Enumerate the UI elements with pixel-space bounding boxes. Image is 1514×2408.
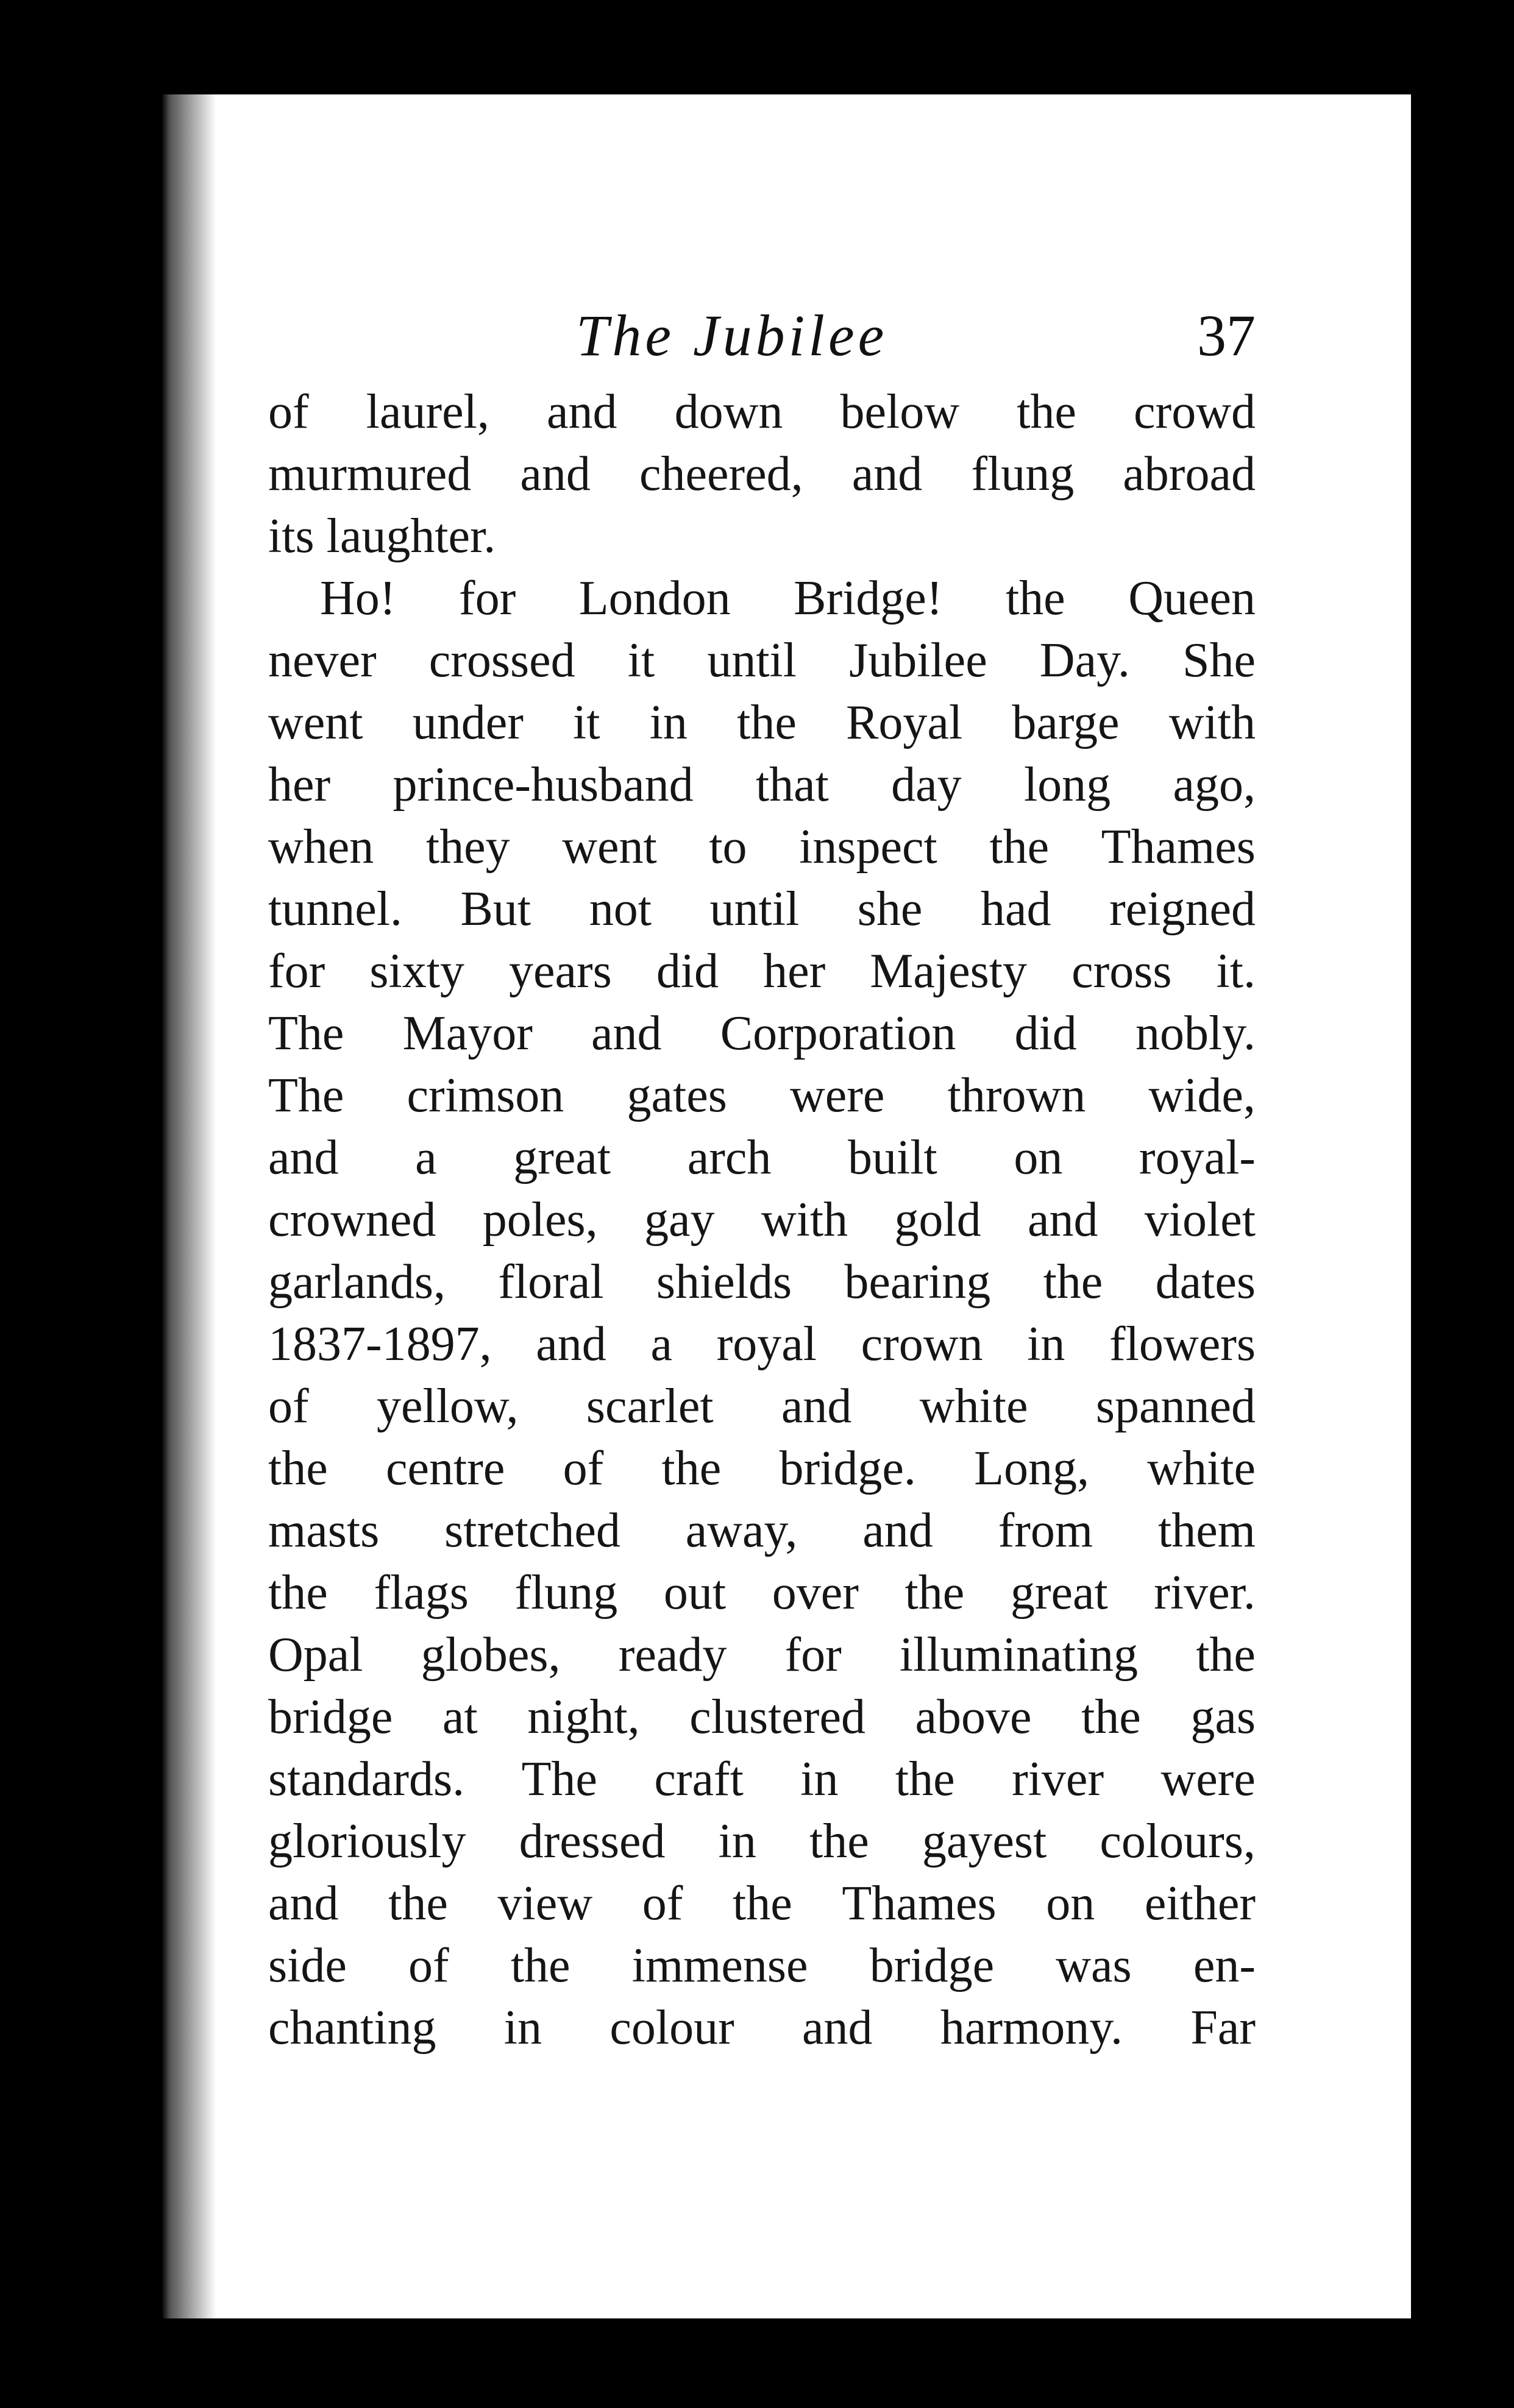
page-binding-edge [94, 94, 216, 2318]
text-line: standards. The craft in the river were [268, 1752, 1256, 1806]
text-line: when they went to inspect the Thames [268, 820, 1256, 874]
text-line: chanting in colour and harmony. Far [268, 2001, 1256, 2055]
text-line: and the view of the Thames on either [268, 1877, 1256, 1930]
text-line: the centre of the bridge. Long, white [268, 1442, 1256, 1495]
text-line: for sixty years did her Majesty cross it. [268, 944, 1256, 998]
text-line: masts stretched away, and from them [268, 1504, 1256, 1557]
text-line: of laurel, and down below the crowd [268, 385, 1256, 439]
running-title: The Jubilee [576, 303, 888, 368]
text-line: Opal globes, ready for illuminating the [268, 1628, 1256, 1682]
running-head [94, 289, 1256, 369]
body-text [268, 381, 1256, 2059]
book-page [94, 94, 1411, 2318]
page-number: 37 [1197, 303, 1256, 368]
text-line: Ho! for London Bridge! the Queen [320, 572, 1256, 625]
text-line: crowned poles, gay with gold and violet [268, 1193, 1256, 1247]
text-line: went under it in the Royal barge with [268, 696, 1256, 749]
text-line: The crimson gates were thrown wide, [268, 1069, 1256, 1122]
text-line: gloriously dressed in the gayest colours, [268, 1815, 1256, 1868]
text-line: murmured and cheered, and flung abroad [268, 447, 1256, 501]
text-line: never crossed it until Jubilee Day. She [268, 634, 1256, 687]
text-line: the flags flung out over the great river. [268, 1566, 1256, 1620]
text-line: tunnel. But not until she had reigned [268, 882, 1256, 936]
text-line: side of the immense bridge was en- [268, 1939, 1256, 1992]
text-line: and a great arch built on royal- [268, 1131, 1256, 1185]
text-line: her prince-husband that day long ago, [268, 758, 1256, 812]
text-line: 1837-1897, and a royal crown in flowers [268, 1317, 1256, 1371]
text-line: its laughter. [268, 509, 496, 563]
text-line: garlands, floral shields bearing the dates [268, 1255, 1256, 1309]
text-line: of yellow, scarlet and white spanned [268, 1379, 1256, 1433]
text-line: bridge at night, clustered above the gas [268, 1690, 1256, 1744]
text-line: The Mayor and Corporation did nobly. [268, 1007, 1256, 1060]
